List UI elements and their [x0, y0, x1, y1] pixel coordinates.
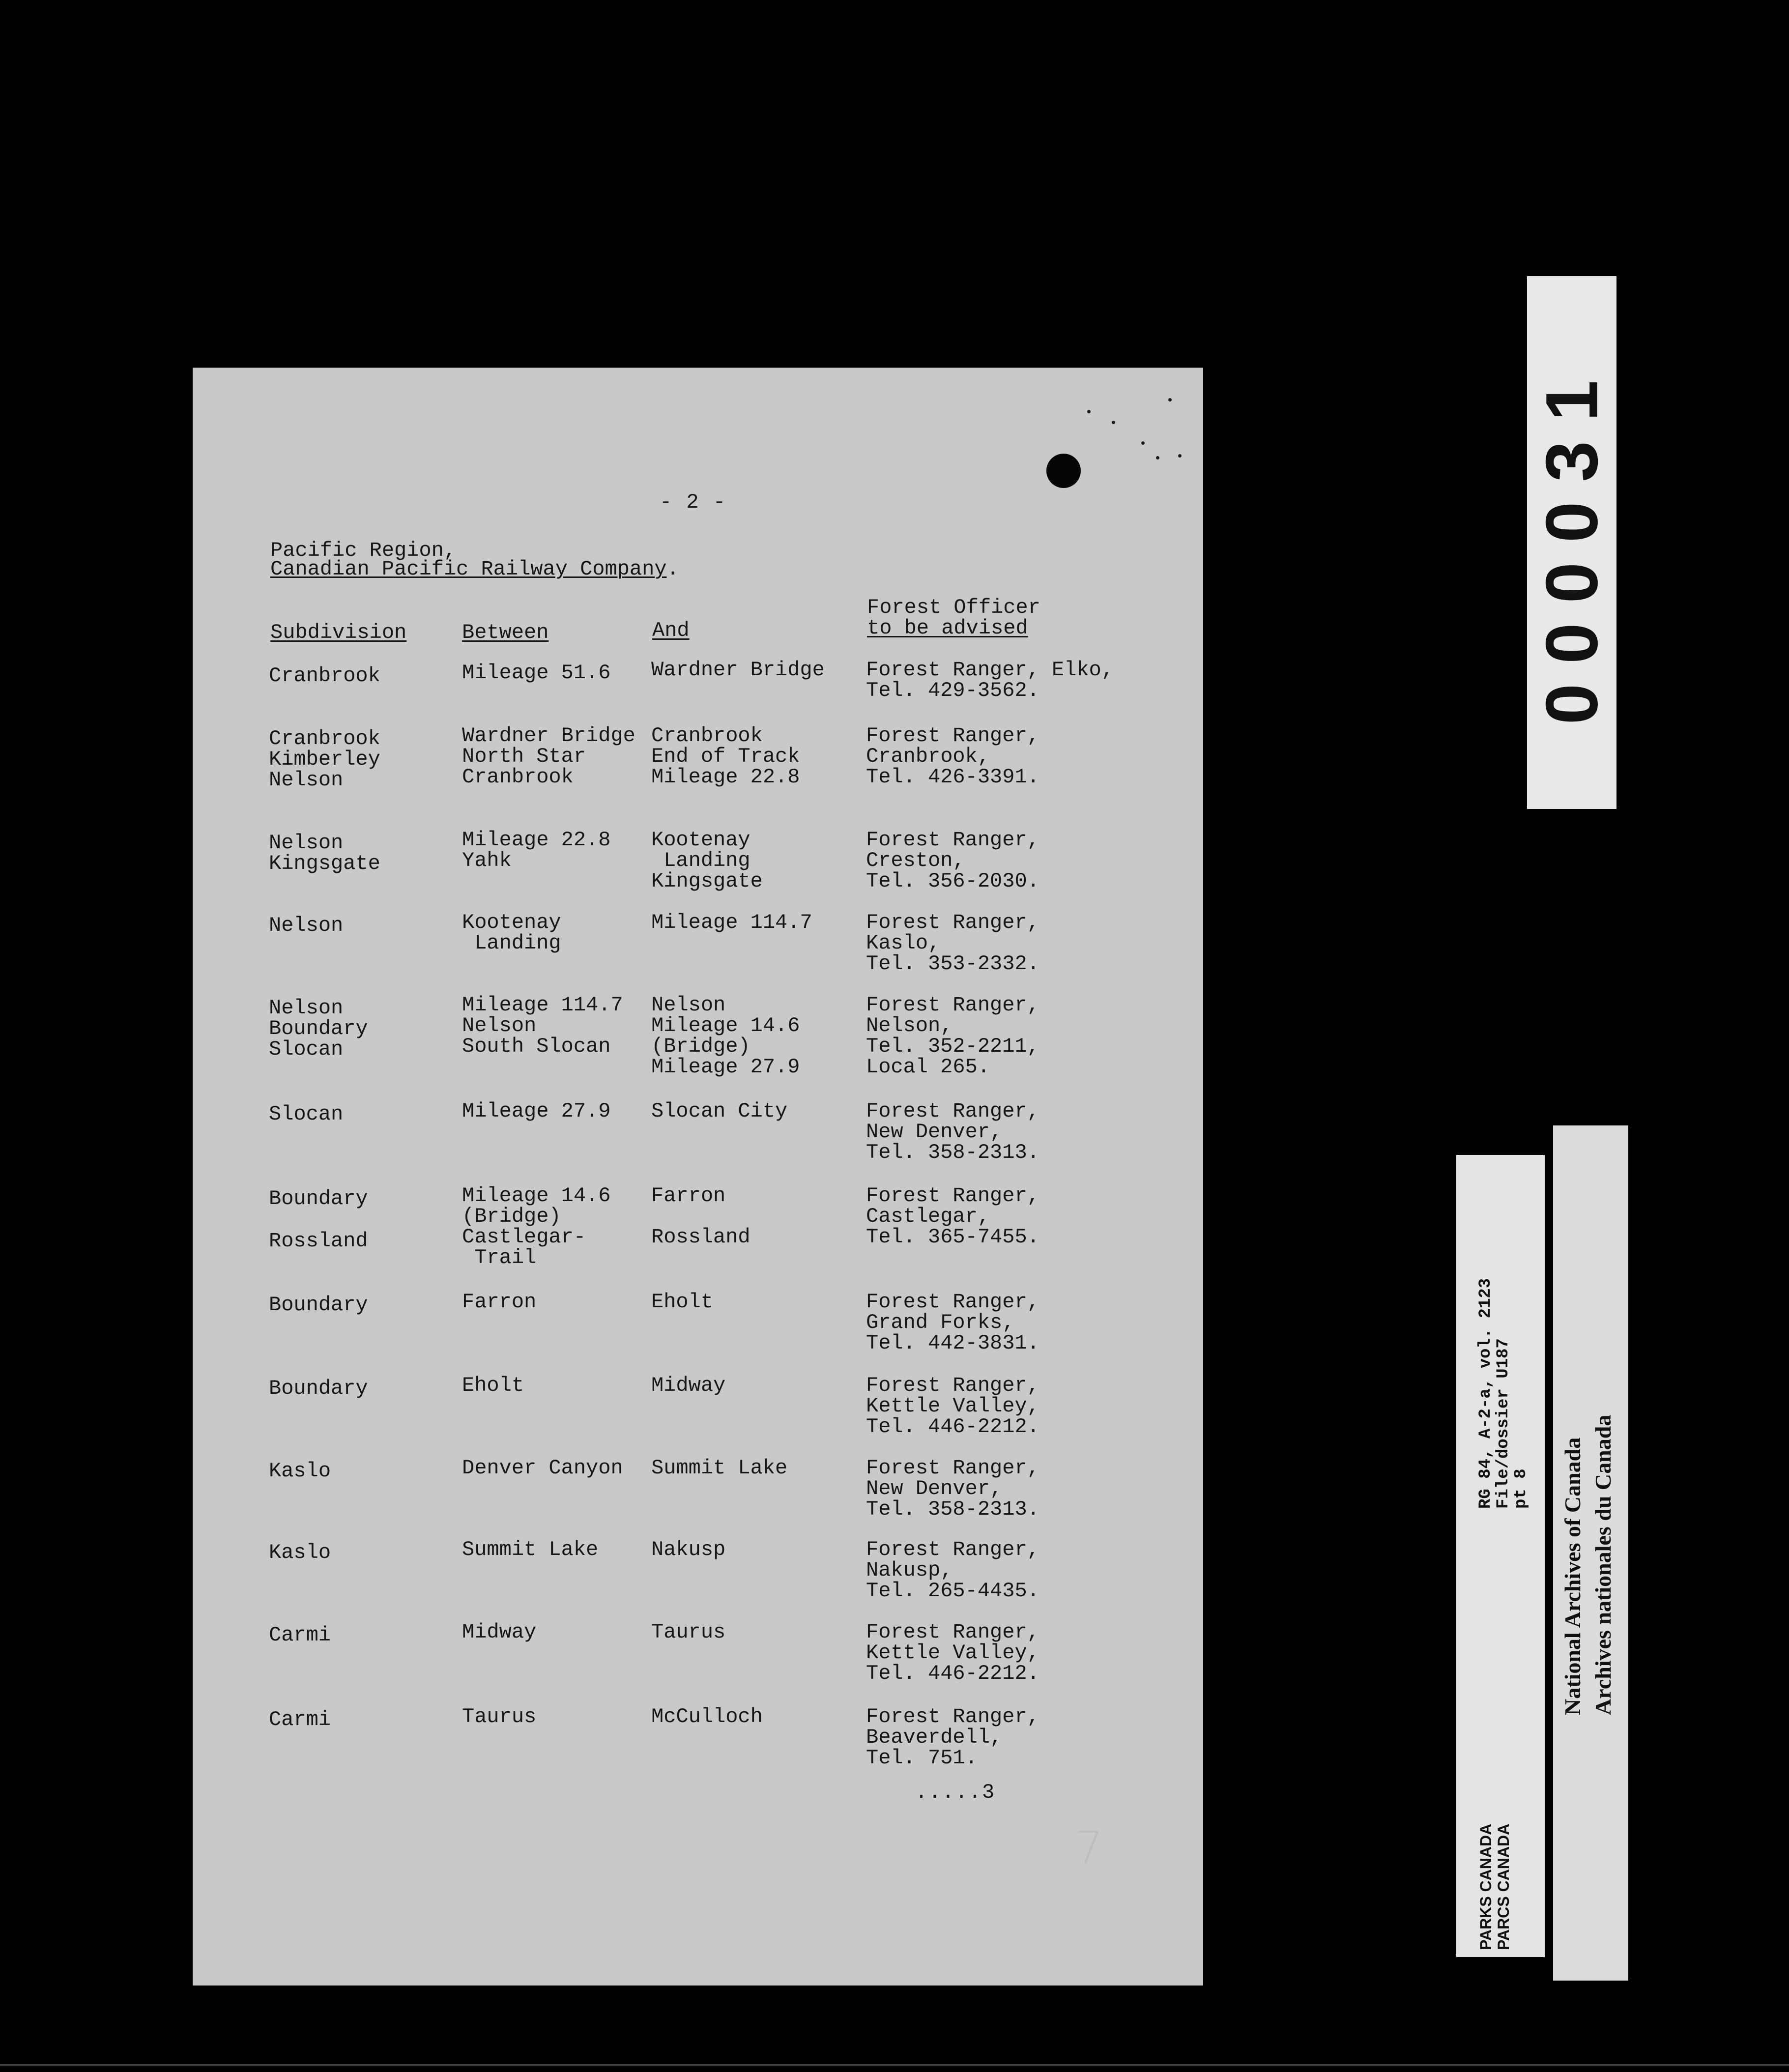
between-cell: Mileage 51.6 [462, 661, 611, 685]
forest-officer-cell: Forest Ranger, Kettle Valley, Tel. 446-2212. [866, 1374, 1039, 1439]
forest-officer-cell: Forest Ranger, Nelson, Tel. 352-2211, Local 265. [866, 993, 1039, 1079]
and-cell: Kootenay Landing Kingsgate [651, 828, 763, 893]
between-cell: Wardner Bridge North Star Cranbrook [462, 724, 635, 789]
subdivision-cell: Kaslo [269, 1541, 331, 1564]
column-header-officer-line1: Forest Officer [867, 596, 1040, 619]
forest-officer-cell: Forest Ranger, Kettle Valley, Tel. 446-2212. [866, 1620, 1039, 1685]
forest-officer-cell: Forest Ranger, Beaverdell, Tel. 751. [866, 1705, 1039, 1770]
page-number: - 2 - [660, 490, 727, 514]
and-cell: Midway [651, 1374, 726, 1397]
archive-name-en: National Archives of Canada [1560, 1437, 1585, 1715]
dust-speck [1178, 454, 1182, 458]
column-header-subdivision [270, 622, 406, 643]
between-cell: Mileage 14.6 (Bridge) Castlegar- Trail [462, 1184, 611, 1269]
film-edge [0, 2064, 1789, 2066]
subdivision-cell: Kaslo [269, 1459, 331, 1483]
and-cell: Farron Rossland [651, 1184, 750, 1249]
subdivision-cell: Boundary [269, 1377, 368, 1400]
reference-line2: File/dossier U187 [1494, 1338, 1513, 1509]
company-heading [270, 557, 679, 581]
region-heading: Pacific Region, [270, 539, 457, 562]
dust-speck [1156, 456, 1159, 460]
column-header-between [462, 622, 548, 643]
between-cell: Farron [462, 1290, 537, 1314]
forest-officer-cell: Forest Ranger, Nakusp, Tel. 265-4435. [866, 1538, 1039, 1603]
column-header-officer [867, 597, 1040, 638]
between-cell: Midway [462, 1620, 537, 1644]
parks-canada-en: PARKS CANADA [1477, 1823, 1495, 1950]
column-header-and-text: And [652, 619, 690, 642]
subdivision-cell: Nelson Boundary Slocan [269, 996, 368, 1061]
subdivision-cell: Slocan [269, 1102, 344, 1126]
and-cell: Nakusp [651, 1538, 726, 1561]
forest-officer-cell: Forest Ranger, Creston, Tel. 356-2030. [866, 828, 1039, 893]
between-cell: Mileage 22.8 Yahk [462, 828, 611, 872]
reference-card [1456, 1155, 1545, 1957]
punch-hole [1046, 454, 1081, 488]
between-cell: Kootenay Landing [462, 911, 561, 955]
forest-officer-cell: Forest Ranger, Elko, Tel. 429-3562. [866, 658, 1114, 702]
and-cell: Slocan City [651, 1099, 788, 1123]
dust-speck [1141, 441, 1145, 445]
and-cell: Nelson Mileage 14.6 (Bridge) Mileage 27.9 [651, 993, 800, 1079]
between-cell: Mileage 27.9 [462, 1099, 611, 1123]
frame-number: 000031 [1530, 360, 1613, 725]
dust-speck [1087, 410, 1091, 413]
between-cell: Mileage 114.7 Nelson South Slocan [462, 993, 623, 1058]
and-cell: Summit Lake [651, 1456, 788, 1480]
between-cell: Taurus [462, 1705, 537, 1728]
and-cell: Mileage 114.7 [651, 911, 812, 934]
frame-number-label [1527, 276, 1616, 809]
between-cell: Summit Lake [462, 1538, 599, 1561]
and-cell: McCulloch [651, 1705, 763, 1728]
and-cell: Wardner Bridge [651, 658, 825, 682]
column-header-subdivision-text: Subdivision [270, 621, 407, 644]
subdivision-cell: Cranbrook [269, 664, 380, 688]
subdivision-cell: Carmi [269, 1623, 331, 1647]
archive-name-fr: Archives nationales du Canada [1590, 1414, 1616, 1715]
and-cell: Cranbrook End of Track Mileage 22.8 [651, 724, 800, 789]
archive-card [1553, 1125, 1628, 1981]
company-heading-period: . [666, 557, 679, 581]
parcs-canada-fr: PARCS CANADA [1495, 1823, 1512, 1950]
between-cell: Denver Canyon [462, 1456, 623, 1480]
between-cell: Eholt [462, 1374, 524, 1397]
subdivision-cell: Cranbrook Kimberley Nelson [269, 727, 380, 792]
forest-officer-cell: Forest Ranger, Cranbrook, Tel. 426-3391. [866, 724, 1039, 789]
subdivision-cell: Nelson [269, 914, 344, 937]
forest-officer-cell: Forest Ranger, Castlegar, Tel. 365-7455. [866, 1184, 1039, 1249]
and-cell: Eholt [651, 1290, 714, 1314]
document-page [193, 368, 1203, 1986]
subdivision-cell: Boundary [269, 1293, 368, 1317]
subdivision-cell: Boundary Rossland [269, 1187, 368, 1253]
company-name: Canadian Pacific Railway Company [270, 557, 667, 581]
subdivision-cell: Nelson Kingsgate [269, 831, 380, 875]
subdivision-cell: Carmi [269, 1708, 331, 1731]
column-header-officer-line2: to be advised [867, 616, 1028, 640]
reference-line3: pt 8 [1512, 1468, 1530, 1509]
forest-officer-cell: Forest Ranger, New Denver, Tel. 358-2313. [866, 1456, 1039, 1521]
reference-line1: RG 84, A-2-a, vol. 2123 [1476, 1278, 1495, 1509]
forest-officer-cell: Forest Ranger, Kaslo, Tel. 353-2332. [866, 911, 1039, 976]
pencil-mark: 7 [1075, 1822, 1103, 1874]
continuation-marker: .....3 [915, 1781, 996, 1804]
column-header-and [652, 620, 690, 641]
forest-officer-cell: Forest Ranger, Grand Forks, Tel. 442-3831. [866, 1290, 1039, 1355]
forest-officer-cell: Forest Ranger, New Denver, Tel. 358-2313. [866, 1099, 1039, 1164]
column-header-between-text: Between [462, 621, 549, 644]
dust-speck [1168, 398, 1172, 402]
and-cell: Taurus [651, 1620, 726, 1644]
dust-speck [1112, 421, 1115, 424]
